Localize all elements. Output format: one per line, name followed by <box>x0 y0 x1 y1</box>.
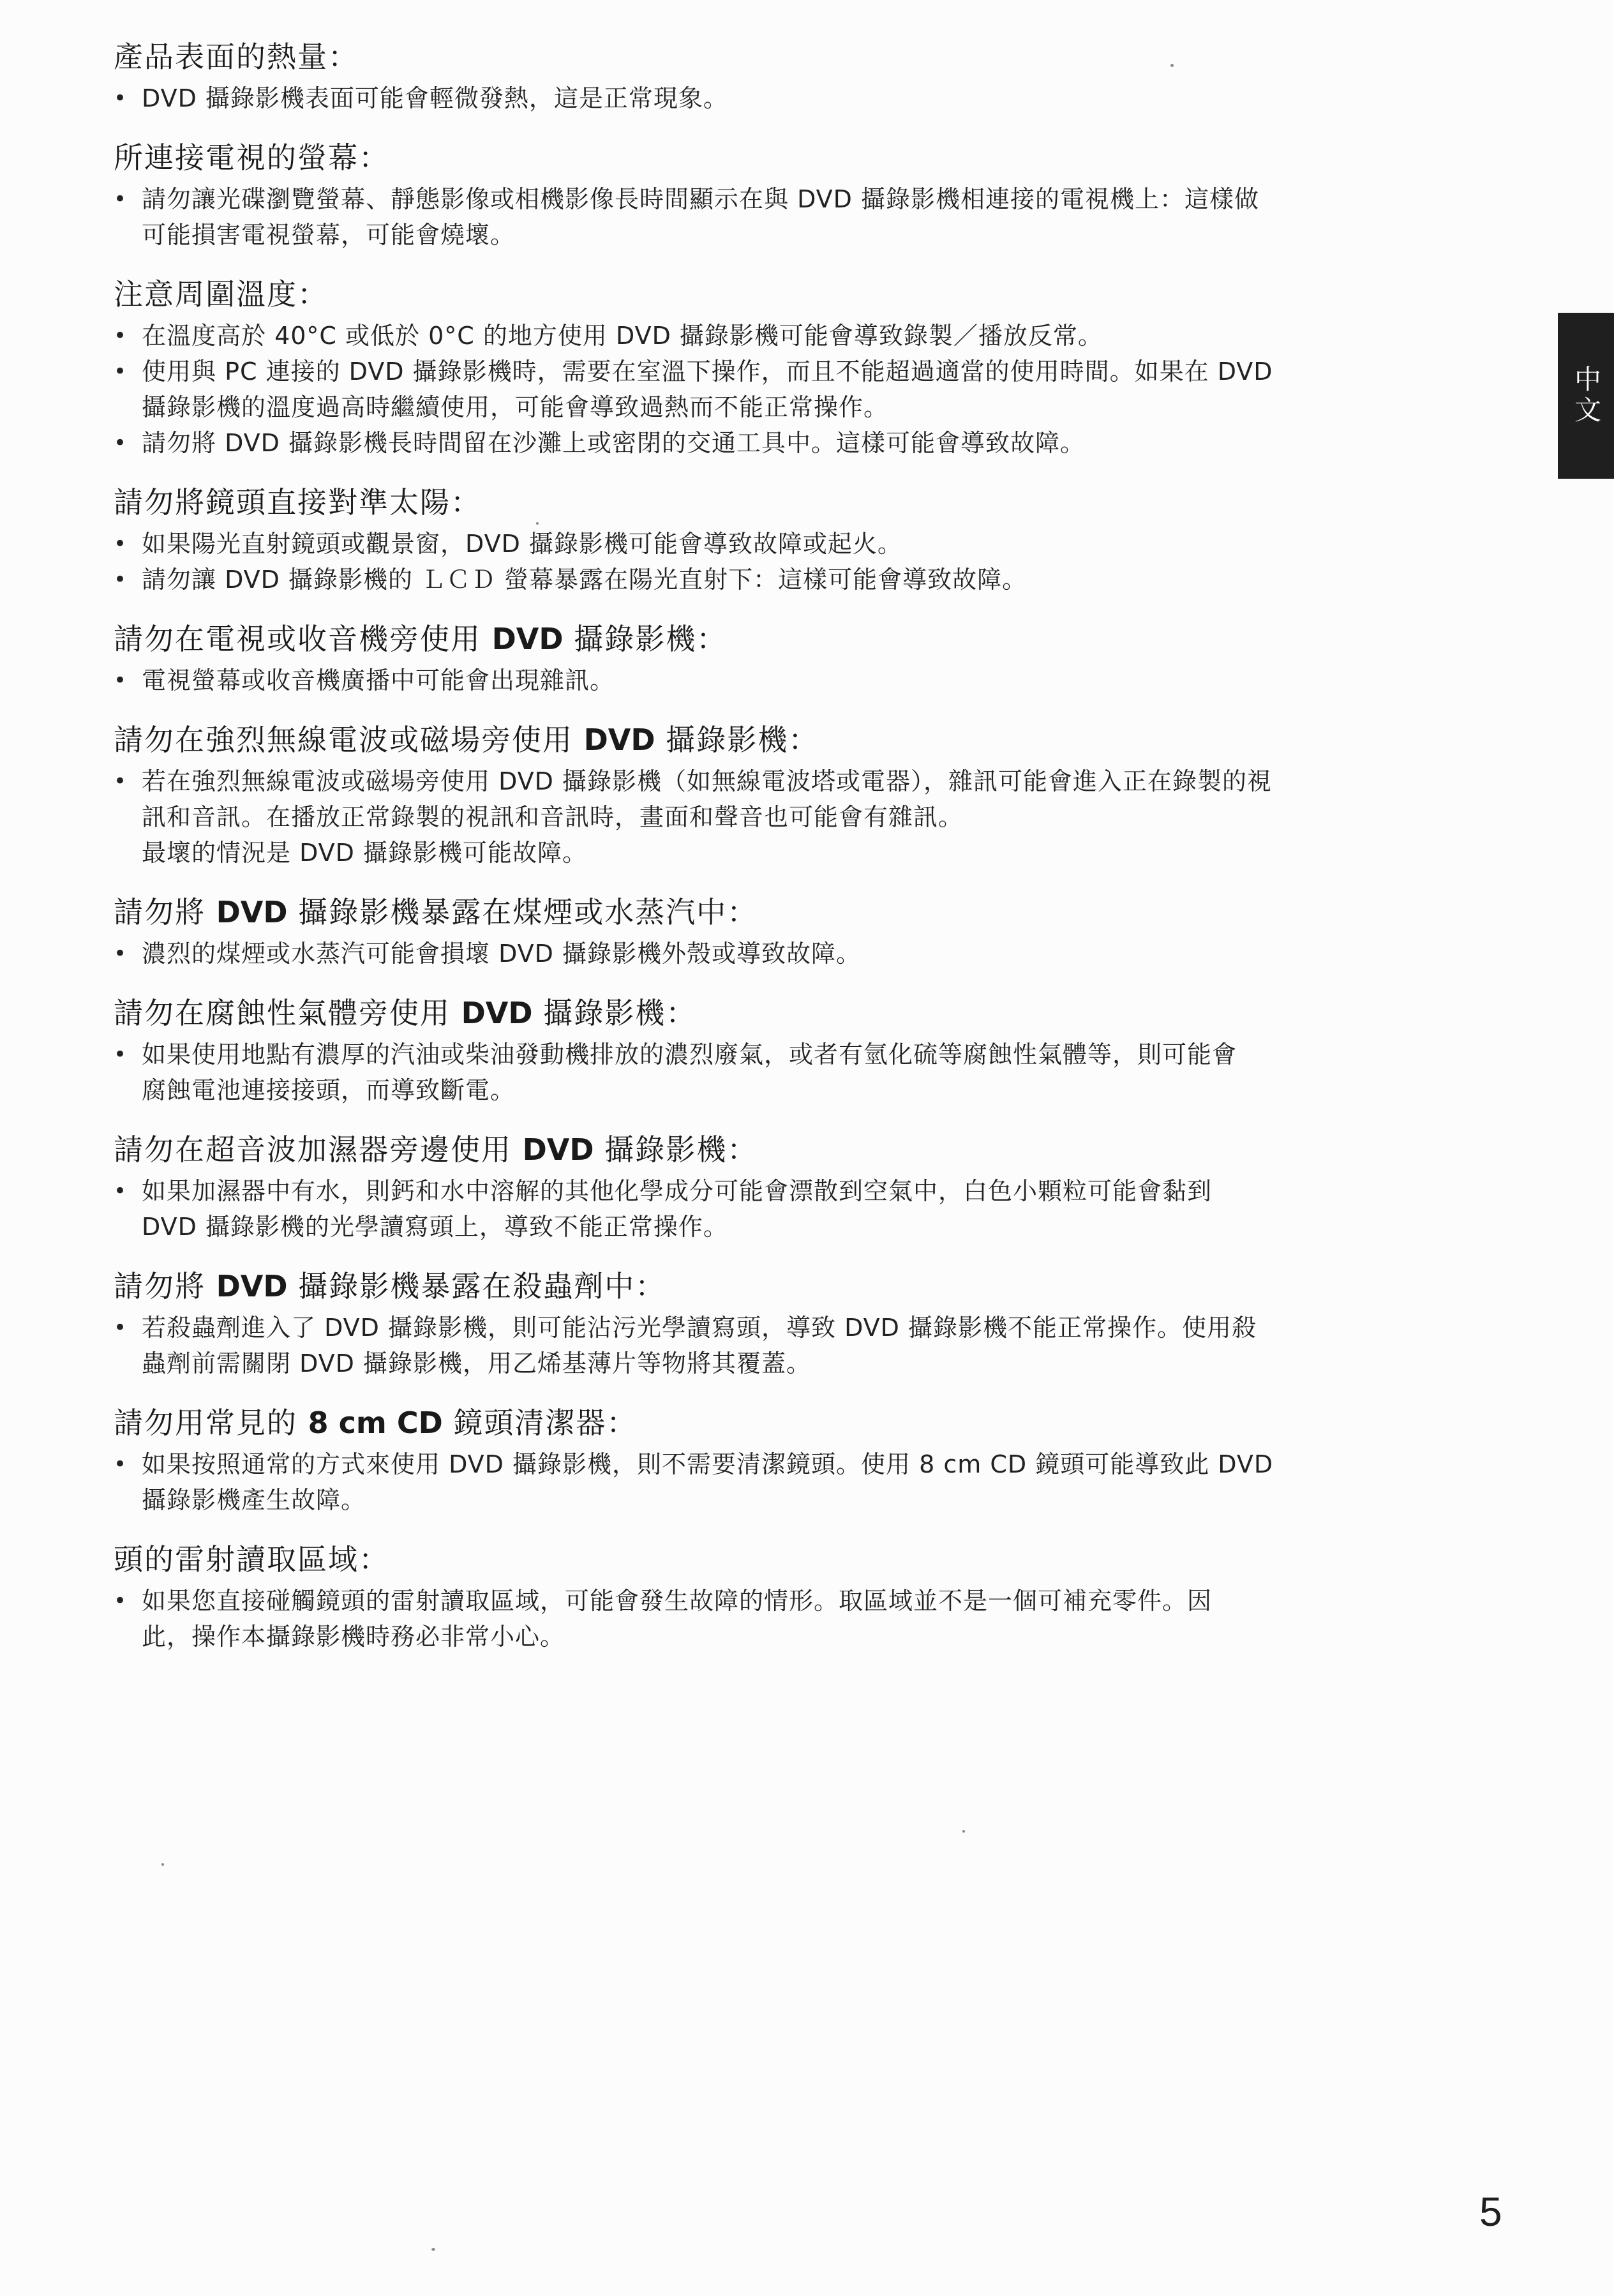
list-item-text: 如果您直接碰觸鏡頭的雷射讀取區域，可能會發生故障的情形。取區域並不是一個可補充零件。因 <box>142 1587 1213 1615</box>
heading-text: 攝錄影機暴露在煤煙或水蒸汽中： <box>287 895 758 929</box>
list-item <box>114 354 1537 425</box>
scan-speck <box>431 2248 435 2251</box>
page-number: 5 <box>1479 2189 1502 2235</box>
heading-text: 所連接電視的螢幕： <box>114 140 389 175</box>
heading-emphasis: DVD <box>491 622 564 656</box>
list-item-text: 此，操作本攝錄影機時務必非常小心。 <box>142 1623 565 1651</box>
list-item-text: 可能損害電視螢幕，可能會燒壞。 <box>142 221 516 249</box>
heading-text: 注意周圍溫度： <box>114 277 328 311</box>
list-item <box>114 80 1537 116</box>
section-heading <box>114 720 1537 760</box>
list-item-text: 攝錄影機的溫度過高時繼續使用，可能會導致過熱而不能正常操作。 <box>142 393 889 421</box>
document-section <box>114 993 1537 1108</box>
list-item-text: 請勿將 DVD 攝錄影機長時間留在沙灘上或密閉的交通工具中。這樣可能會導致故障。 <box>142 429 1086 457</box>
heading-text: 頭的雷射讀取區域： <box>114 1542 389 1577</box>
bullet-list <box>114 1173 1537 1245</box>
heading-text: 請勿用常見的 <box>114 1406 308 1440</box>
document-section <box>114 1266 1537 1381</box>
document-section <box>114 720 1537 871</box>
bullet-list <box>114 526 1537 597</box>
list-item-text: 請勿讓 DVD 攝錄影機的 ＬＣＤ 螢幕暴露在陽光直射下：這樣可能會導致故障。 <box>142 566 1027 594</box>
language-tab <box>1558 313 1614 479</box>
bullet-icon: • <box>114 1178 128 1204</box>
list-item-text: 訊和音訊。在播放正常錄製的視訊和音訊時，畫面和聲音也可能會有雜訊。 <box>142 803 964 831</box>
list-item-text: 如果按照通常的方式來使用 DVD 攝錄影機，則不需要清潔鏡頭。使用 8 cm CD 鏡頭可能導致此 DVD <box>142 1450 1274 1478</box>
list-item <box>114 1446 1537 1518</box>
bullet-icon: • <box>114 359 128 384</box>
heading-text: 請勿在強烈無線電波或磁場旁使用 <box>114 723 584 757</box>
document-section <box>114 274 1537 461</box>
bullet-icon: • <box>114 531 128 557</box>
bullet-list <box>114 763 1537 871</box>
section-heading <box>114 993 1537 1033</box>
section-heading <box>114 483 1537 522</box>
section-heading <box>114 1266 1537 1306</box>
list-item-text: 使用與 PC 連接的 DVD 攝錄影機時，需要在室溫下操作，而且不能超過適當的使用時間。如果在 DVD <box>142 357 1273 386</box>
heading-emphasis: DVD <box>216 895 288 929</box>
list-item-text: 若在強烈無線電波或磁場旁使用 DVD 攝錄影機（如無線電波塔或電器），雜訊可能會進入正在錄製的視 <box>142 767 1273 795</box>
section-heading <box>114 892 1537 932</box>
document-section <box>114 138 1537 253</box>
heading-text: 請勿在電視或收音機旁使用 <box>114 622 492 656</box>
heading-text: 鏡頭清潔器： <box>442 1406 638 1440</box>
bullet-list <box>114 1310 1537 1381</box>
list-item-text: 若殺蟲劑進入了 DVD 攝錄影機，則可能沾污光學讀寫頭，導致 DVD 攝錄影機不能正常操作。使用殺 <box>142 1314 1257 1342</box>
bullet-icon: • <box>114 1588 128 1614</box>
bullet-icon: • <box>114 668 128 693</box>
scan-speck <box>161 1863 164 1866</box>
document-content <box>114 37 1537 1676</box>
heading-text: 請勿在超音波加濕器旁邊使用 <box>114 1132 523 1167</box>
section-heading <box>114 37 1537 77</box>
list-item-text: 請勿讓光碟瀏覽螢幕、靜態影像或相機影像長時間顯示在與 DVD 攝錄影機相連接的電視機上：這樣做 <box>142 185 1260 213</box>
list-item-text: 蟲劑前需關閉 DVD 攝錄影機，用乙烯基薄片等物將其覆蓋。 <box>142 1349 812 1377</box>
bullet-list <box>114 318 1537 461</box>
list-item <box>114 318 1537 354</box>
section-heading <box>114 274 1537 314</box>
list-item <box>114 1310 1537 1381</box>
heading-emphasis: DVD <box>461 996 533 1030</box>
heading-text: 請勿將 <box>114 895 216 929</box>
bullet-icon: • <box>114 323 128 349</box>
heading-text: 請勿將鏡頭直接對準太陽： <box>114 485 481 520</box>
list-item <box>114 663 1537 698</box>
list-item-text: 如果使用地點有濃厚的汽油或柴油發動機排放的濃烈廢氣，或者有氫化硫等腐蝕性氣體等，則可能會 <box>142 1040 1237 1069</box>
list-item <box>114 1173 1537 1245</box>
heading-text: 產品表面的熱量： <box>114 40 359 74</box>
document-section <box>114 1403 1537 1518</box>
list-item <box>114 181 1537 253</box>
heading-text: 攝錄影機： <box>594 1132 758 1167</box>
bullet-list <box>114 1446 1537 1518</box>
list-item <box>114 1037 1537 1108</box>
scan-speck <box>1170 64 1174 67</box>
bullet-list <box>114 936 1537 972</box>
list-item-text: 電視螢幕或收音機廣播中可能會出現雜訊。 <box>142 666 615 694</box>
bullet-icon: • <box>114 941 128 966</box>
heading-text: 攝錄影機： <box>532 996 697 1030</box>
bullet-list <box>114 80 1537 116</box>
list-item <box>114 1583 1537 1654</box>
heading-text: 攝錄影機： <box>563 622 728 656</box>
list-item-text: 腐蝕電池連接接頭，而導致斷電。 <box>142 1076 516 1104</box>
bullet-icon: • <box>114 186 128 212</box>
list-item-text: 最壞的情況是 DVD 攝錄影機可能故障。 <box>142 839 588 867</box>
heading-emphasis: 8 cm CD <box>308 1406 443 1440</box>
list-item-text: DVD 攝錄影機的光學讀寫頭上，導致不能正常操作。 <box>142 1213 728 1241</box>
section-heading <box>114 1540 1537 1579</box>
section-heading <box>114 619 1537 659</box>
list-item-text: 如果陽光直射鏡頭或觀景窗，DVD 攝錄影機可能會導致故障或起火。 <box>142 530 902 558</box>
bullet-icon: • <box>114 430 128 456</box>
bullet-list <box>114 1037 1537 1108</box>
scan-speck <box>962 1830 965 1833</box>
section-heading <box>114 1403 1537 1443</box>
document-section <box>114 37 1537 116</box>
heading-text: 攝錄影機： <box>655 723 819 757</box>
list-item-text: 攝錄影機產生故障。 <box>142 1486 366 1514</box>
scan-speck <box>536 522 539 525</box>
heading-text: 請勿將 <box>114 1269 216 1303</box>
bullet-icon: • <box>114 1452 128 1477</box>
list-item-text: 濃烈的煤煙或水蒸汽可能會損壞 DVD 攝錄影機外殼或導致故障。 <box>142 940 862 968</box>
heading-emphasis: DVD <box>522 1132 594 1167</box>
list-item-text: 在溫度高於 40°C 或低於 0°C 的地方使用 DVD 攝錄影機可能會導致錄製／播放反常。 <box>142 322 1103 350</box>
heading-text: 請勿在腐蝕性氣體旁使用 <box>114 996 461 1030</box>
document-section <box>114 619 1537 698</box>
document-section <box>114 483 1537 597</box>
document-section <box>114 1130 1537 1245</box>
list-item-text: DVD 攝錄影機表面可能會輕微發熱，這是正常現象。 <box>142 84 728 112</box>
language-tab-label: 中文 <box>1571 365 1602 426</box>
heading-text: 攝錄影機暴露在殺蟲劑中： <box>287 1269 666 1303</box>
bullet-list <box>114 1583 1537 1654</box>
list-item <box>114 425 1537 461</box>
bullet-icon: • <box>114 86 128 111</box>
heading-emphasis: DVD <box>216 1269 288 1303</box>
list-item <box>114 763 1537 871</box>
document-section <box>114 1540 1537 1654</box>
list-item <box>114 562 1537 597</box>
bullet-list <box>114 663 1537 698</box>
section-heading <box>114 1130 1537 1169</box>
list-item <box>114 936 1537 972</box>
list-item <box>114 526 1537 562</box>
section-heading <box>114 138 1537 177</box>
bullet-icon: • <box>114 769 128 794</box>
bullet-icon: • <box>114 1315 128 1340</box>
list-item-text: 如果加濕器中有水，則鈣和水中溶解的其他化學成分可能會漂散到空氣中，白色小顆粒可能會黏到 <box>142 1177 1213 1205</box>
bullet-icon: • <box>114 567 128 592</box>
bullet-list <box>114 181 1537 253</box>
bullet-icon: • <box>114 1042 128 1067</box>
heading-emphasis: DVD <box>583 723 655 757</box>
document-section <box>114 892 1537 972</box>
